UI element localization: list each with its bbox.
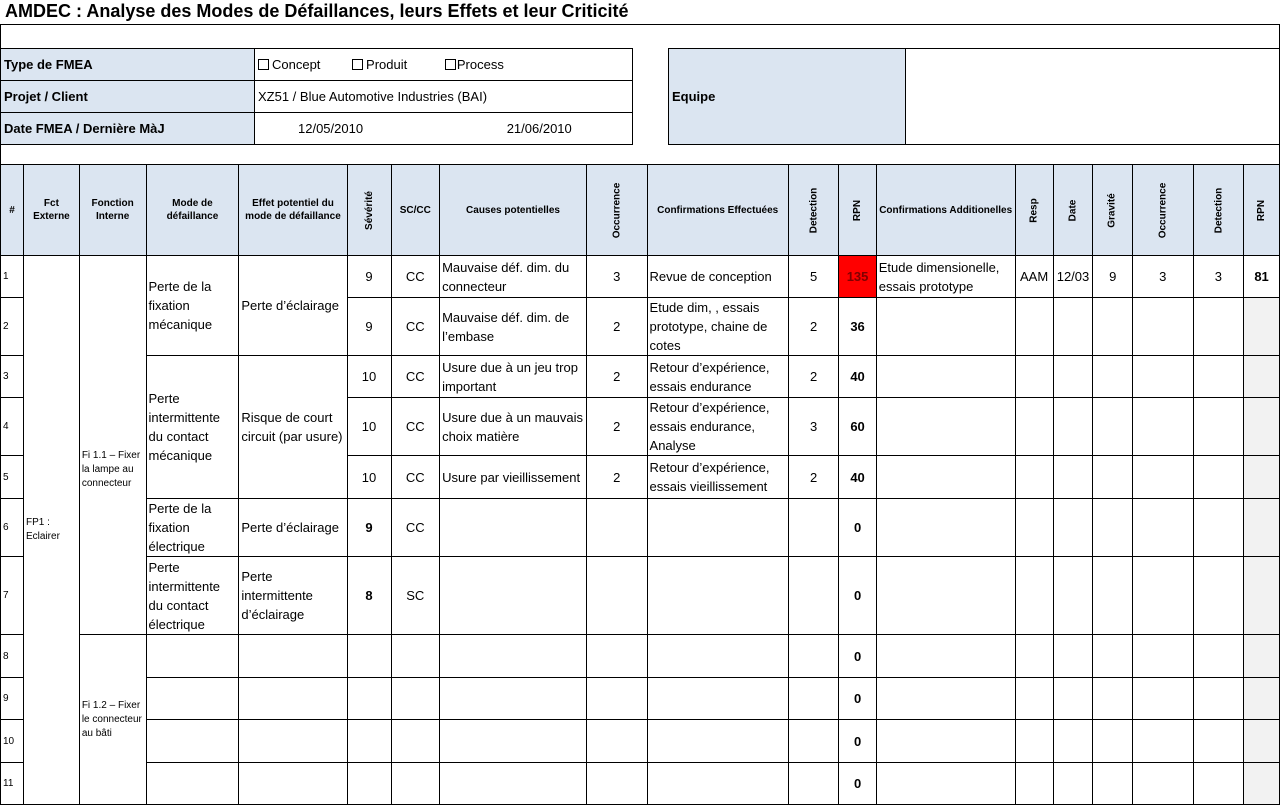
mode-cell-1[interactable]: Perte de la fixation mécanique xyxy=(146,256,239,356)
effet-cell-3[interactable]: Perte d’éclairage xyxy=(239,499,347,557)
confirmation-cell[interactable]: Etude dim, , essais prototype, chaine de cotes xyxy=(647,298,788,356)
col-fct-externe: Fct Externe xyxy=(24,165,80,256)
resp-cell[interactable] xyxy=(1015,356,1053,398)
rpn-2-cell xyxy=(1244,499,1280,557)
row-number: 1 xyxy=(1,256,24,298)
team-table xyxy=(668,48,1280,145)
col-mode: Mode de défaillance xyxy=(146,165,239,256)
gravite-cell[interactable] xyxy=(1093,356,1132,398)
occurrence-2-cell[interactable] xyxy=(1132,720,1193,763)
detection-cell[interactable]: 2 xyxy=(788,456,839,499)
row-number: 4 xyxy=(1,398,24,456)
severite-cell[interactable] xyxy=(347,678,391,720)
cause-cell[interactable] xyxy=(440,499,587,557)
occurrence-2-cell[interactable] xyxy=(1132,298,1193,356)
gravite-cell[interactable] xyxy=(1093,763,1132,805)
date-cell[interactable] xyxy=(1053,635,1093,678)
detection-cell[interactable] xyxy=(788,720,839,763)
occurrence-cell[interactable] xyxy=(586,720,647,763)
date-cell[interactable] xyxy=(1053,398,1093,456)
mode-cell[interactable] xyxy=(146,763,239,805)
rpn-cell: 40 xyxy=(839,456,876,499)
detection-cell[interactable]: 5 xyxy=(788,256,839,298)
col-occurrence: Occurrence xyxy=(586,165,647,256)
date-cell[interactable] xyxy=(1053,763,1093,805)
cause-cell[interactable] xyxy=(440,763,587,805)
resp-cell[interactable] xyxy=(1015,499,1053,557)
row-number: 8 xyxy=(1,635,24,678)
sccc-cell[interactable]: CC xyxy=(391,398,440,456)
type-fmea-options xyxy=(255,49,633,81)
equipe-value[interactable] xyxy=(905,49,1279,145)
confirmation-cell[interactable] xyxy=(647,557,788,635)
col-sccc: SC/CC xyxy=(391,165,440,256)
date-cell[interactable] xyxy=(1053,499,1093,557)
detection-cell[interactable]: 3 xyxy=(788,398,839,456)
severite-cell[interactable]: 9 xyxy=(347,499,391,557)
detection-cell[interactable]: 2 xyxy=(788,298,839,356)
detection-2-cell[interactable]: 3 xyxy=(1193,256,1244,298)
occurrence-cell[interactable]: 2 xyxy=(586,456,647,499)
severite-cell[interactable]: 10 xyxy=(347,456,391,499)
row-number: 11 xyxy=(1,763,24,805)
date-cell[interactable] xyxy=(1053,356,1093,398)
rpn-cell: 36 xyxy=(839,298,876,356)
gravite-cell[interactable] xyxy=(1093,557,1132,635)
table-row xyxy=(1,635,1280,678)
page-title: AMDEC : Analyse des Modes de Défaillances, leurs Effets et leur Criticité xyxy=(5,1,629,21)
confirmation-cell[interactable]: Revue de conception xyxy=(647,256,788,298)
confirmation-add-cell[interactable]: Etude dimensionelle, essais prototype xyxy=(876,256,1015,298)
date-cell[interactable]: 12/03 xyxy=(1053,256,1093,298)
col-confirmations-add: Confirmations Additionelles xyxy=(876,165,1015,256)
confirmation-add-cell[interactable] xyxy=(876,499,1015,557)
confirmation-cell[interactable]: Retour d’expérience, essais endurance, Analyse xyxy=(647,398,788,456)
rpn-cell: 0 xyxy=(839,499,876,557)
cause-cell[interactable] xyxy=(440,557,587,635)
fmea-header-table xyxy=(0,48,633,145)
rpn-2-cell xyxy=(1244,763,1280,805)
severite-cell[interactable]: 10 xyxy=(347,398,391,456)
concept-checkbox[interactable] xyxy=(258,59,269,70)
gravite-cell[interactable] xyxy=(1093,456,1132,499)
confirmation-add-cell[interactable] xyxy=(876,298,1015,356)
cause-cell[interactable]: Usure due à un jeu trop important xyxy=(440,356,587,398)
rpn-cell: 0 xyxy=(839,720,876,763)
col-detection-2: Detection xyxy=(1193,165,1244,256)
col-num: # xyxy=(1,165,24,256)
concept-option-label: Concept xyxy=(272,57,321,72)
detection-2-cell[interactable] xyxy=(1193,720,1244,763)
col-causes: Causes potentielles xyxy=(440,165,587,256)
sccc-cell[interactable]: CC xyxy=(391,356,440,398)
occurrence-cell[interactable]: 2 xyxy=(586,356,647,398)
produit-option-label: Produit xyxy=(366,57,408,72)
occurrence-2-cell[interactable] xyxy=(1132,557,1193,635)
gravite-cell[interactable]: 9 xyxy=(1093,256,1132,298)
occurrence-2-cell[interactable] xyxy=(1132,635,1193,678)
mode-cell-4[interactable]: Perte intermittente du contact électrique xyxy=(146,557,239,635)
rpn-2-cell xyxy=(1244,398,1280,456)
gravite-cell[interactable] xyxy=(1093,298,1132,356)
gravite-cell[interactable] xyxy=(1093,635,1132,678)
gravite-cell[interactable] xyxy=(1093,720,1132,763)
occurrence-2-cell[interactable] xyxy=(1132,678,1193,720)
detection-2-cell[interactable] xyxy=(1193,298,1244,356)
resp-cell[interactable] xyxy=(1015,456,1053,499)
confirmation-add-cell[interactable] xyxy=(876,635,1015,678)
confirmation-cell[interactable] xyxy=(647,678,788,720)
date-cell[interactable] xyxy=(1053,456,1093,499)
col-resp: Resp xyxy=(1015,165,1053,256)
col-rpn: RPN xyxy=(839,165,876,256)
date-fmea-value[interactable]: 12/05/2010 xyxy=(298,121,364,136)
produit-checkbox[interactable] xyxy=(352,59,363,70)
occurrence-2-cell[interactable]: 3 xyxy=(1132,256,1193,298)
row-number: 2 xyxy=(1,298,24,356)
cause-cell[interactable]: Mauvaise déf. dim. du connecteur xyxy=(440,256,587,298)
date-cell[interactable] xyxy=(1053,720,1093,763)
resp-cell[interactable] xyxy=(1015,398,1053,456)
effet-cell-2[interactable]: Risque de court circuit (par usure) xyxy=(239,356,347,499)
mode-cell[interactable] xyxy=(146,720,239,763)
occurrence-cell[interactable]: 2 xyxy=(586,398,647,456)
date-cell[interactable] xyxy=(1053,557,1093,635)
detection-cell[interactable] xyxy=(788,763,839,805)
table-row xyxy=(1,678,1280,720)
occurrence-2-cell[interactable] xyxy=(1132,398,1193,456)
severite-cell[interactable] xyxy=(347,635,391,678)
confirmation-cell[interactable] xyxy=(647,720,788,763)
sccc-cell[interactable]: CC xyxy=(391,456,440,499)
projet-client-value[interactable]: XZ51 / Blue Automotive Industries (BAI) xyxy=(255,81,633,113)
sccc-cell[interactable] xyxy=(391,763,440,805)
confirmation-add-cell[interactable] xyxy=(876,356,1015,398)
effet-cell-1[interactable]: Perte d’éclairage xyxy=(239,256,347,356)
sccc-cell[interactable]: CC xyxy=(391,298,440,356)
rpn-cell: 0 xyxy=(839,635,876,678)
occurrence-cell[interactable]: 2 xyxy=(586,298,647,356)
table-row xyxy=(1,356,1280,398)
detection-2-cell[interactable] xyxy=(1193,763,1244,805)
resp-cell[interactable] xyxy=(1015,678,1053,720)
detection-2-cell[interactable] xyxy=(1193,398,1244,456)
fct-externe-cell[interactable]: FP1 : Eclairer xyxy=(24,256,80,805)
detection-2-cell[interactable] xyxy=(1193,635,1244,678)
col-detection: Detection xyxy=(788,165,839,256)
rpn-cell: 40 xyxy=(839,356,876,398)
detection-cell[interactable]: 2 xyxy=(788,356,839,398)
rpn-2-cell xyxy=(1244,678,1280,720)
resp-cell[interactable] xyxy=(1015,720,1053,763)
detection-cell[interactable] xyxy=(788,635,839,678)
col-date: Date xyxy=(1053,165,1093,256)
fmea-table xyxy=(0,164,1280,805)
occurrence-cell[interactable] xyxy=(586,635,647,678)
col-occurrence-2: Occurrence xyxy=(1132,165,1193,256)
table-row xyxy=(1,499,1280,557)
occurrence-cell[interactable]: 3 xyxy=(586,256,647,298)
detection-cell[interactable] xyxy=(788,678,839,720)
mode-cell-2[interactable]: Perte intermittente du contact mécanique xyxy=(146,356,239,499)
rpn-2-cell: 81 xyxy=(1244,256,1280,298)
row-number: 5 xyxy=(1,456,24,499)
cause-cell[interactable] xyxy=(440,678,587,720)
rpn-cell: 135 xyxy=(839,256,876,298)
row-number: 6 xyxy=(1,499,24,557)
occurrence-cell[interactable] xyxy=(586,763,647,805)
resp-cell[interactable] xyxy=(1015,298,1053,356)
row-number: 3 xyxy=(1,356,24,398)
confirmation-add-cell[interactable] xyxy=(876,398,1015,456)
process-option-label: Process xyxy=(456,57,504,72)
effet-cell[interactable] xyxy=(239,763,347,805)
confirmation-add-cell[interactable] xyxy=(876,557,1015,635)
severite-cell[interactable]: 10 xyxy=(347,356,391,398)
severite-cell[interactable]: 8 xyxy=(347,557,391,635)
detection-2-cell[interactable] xyxy=(1193,456,1244,499)
table-row xyxy=(1,256,1280,298)
resp-cell[interactable] xyxy=(1015,557,1053,635)
col-severite: Sévérité xyxy=(347,165,391,256)
col-rpn-2: RPN xyxy=(1244,165,1280,256)
detection-cell[interactable] xyxy=(788,499,839,557)
confirmation-cell[interactable] xyxy=(647,499,788,557)
rpn-2-cell xyxy=(1244,456,1280,499)
fonction-interne-cell-2[interactable]: Fi 1.2 – Fixer le connecteur au bâti xyxy=(79,635,146,805)
confirmation-cell[interactable] xyxy=(647,763,788,805)
effet-cell[interactable] xyxy=(239,678,347,720)
type-fmea-label: Type de FMEA xyxy=(1,49,255,81)
gravite-cell[interactable] xyxy=(1093,398,1132,456)
occurrence-cell[interactable] xyxy=(586,557,647,635)
sccc-cell[interactable]: CC xyxy=(391,499,440,557)
confirmation-cell[interactable]: Retour d’expérience, essais vieillissement xyxy=(647,456,788,499)
sccc-cell[interactable] xyxy=(391,720,440,763)
rpn-2-cell xyxy=(1244,720,1280,763)
col-confirmations: Confirmations Effectuées xyxy=(647,165,788,256)
table-row xyxy=(1,557,1280,635)
row-number: 7 xyxy=(1,557,24,635)
sccc-cell[interactable]: SC xyxy=(391,557,440,635)
gravite-cell[interactable] xyxy=(1093,499,1132,557)
row-number: 10 xyxy=(1,720,24,763)
rpn-2-cell xyxy=(1244,557,1280,635)
process-checkbox[interactable] xyxy=(445,59,456,70)
effet-cell[interactable] xyxy=(239,720,347,763)
cause-cell[interactable]: Usure due à un mauvais choix matière xyxy=(440,398,587,456)
severite-cell[interactable] xyxy=(347,720,391,763)
table-row xyxy=(1,763,1280,805)
confirmation-cell[interactable] xyxy=(647,635,788,678)
date-fmea-label: Date FMEA / Dernière MàJ xyxy=(1,113,255,145)
sccc-cell[interactable]: CC xyxy=(391,256,440,298)
detection-2-cell[interactable] xyxy=(1193,499,1244,557)
occurrence-2-cell[interactable] xyxy=(1132,356,1193,398)
severite-cell[interactable]: 9 xyxy=(347,298,391,356)
mode-cell[interactable] xyxy=(146,678,239,720)
rpn-cell: 0 xyxy=(839,557,876,635)
effet-cell-4[interactable]: Perte intermittente d’éclairage xyxy=(239,557,347,635)
equipe-label: Equipe xyxy=(669,49,906,145)
cause-cell[interactable]: Usure par vieillissement xyxy=(440,456,587,499)
confirmation-add-cell[interactable] xyxy=(876,720,1015,763)
severite-cell[interactable] xyxy=(347,763,391,805)
occurrence-cell[interactable] xyxy=(586,499,647,557)
detection-2-cell[interactable] xyxy=(1193,557,1244,635)
cause-cell[interactable]: Mauvaise déf. dim. de l’embase xyxy=(440,298,587,356)
rpn-2-cell xyxy=(1244,298,1280,356)
rpn-cell: 0 xyxy=(839,763,876,805)
row-number: 9 xyxy=(1,678,24,720)
occurrence-2-cell[interactable] xyxy=(1132,499,1193,557)
resp-cell[interactable]: AAM xyxy=(1015,256,1053,298)
detection-cell[interactable] xyxy=(788,557,839,635)
sccc-cell[interactable] xyxy=(391,635,440,678)
rpn-cell: 0 xyxy=(839,678,876,720)
date-maj-value[interactable]: 21/06/2010 xyxy=(506,121,572,136)
page-title-bar xyxy=(0,0,1280,25)
rpn-2-cell xyxy=(1244,356,1280,398)
col-gravite: Gravité xyxy=(1093,165,1132,256)
occurrence-cell[interactable] xyxy=(586,678,647,720)
rpn-2-cell xyxy=(1244,635,1280,678)
table-row xyxy=(1,720,1280,763)
severite-cell[interactable]: 9 xyxy=(347,256,391,298)
table-header-row xyxy=(1,165,1280,256)
gravite-cell[interactable] xyxy=(1093,678,1132,720)
cause-cell[interactable] xyxy=(440,635,587,678)
date-values xyxy=(255,113,633,145)
occurrence-2-cell[interactable] xyxy=(1132,456,1193,499)
date-cell[interactable] xyxy=(1053,298,1093,356)
cause-cell[interactable] xyxy=(440,720,587,763)
confirmation-add-cell[interactable] xyxy=(876,456,1015,499)
mode-cell[interactable] xyxy=(146,635,239,678)
confirmation-add-cell[interactable] xyxy=(876,678,1015,720)
sccc-cell[interactable] xyxy=(391,678,440,720)
confirmation-add-cell[interactable] xyxy=(876,763,1015,805)
rpn-cell: 60 xyxy=(839,398,876,456)
occurrence-2-cell[interactable] xyxy=(1132,763,1193,805)
detection-2-cell[interactable] xyxy=(1193,678,1244,720)
resp-cell[interactable] xyxy=(1015,635,1053,678)
col-fonction-interne: Fonction Interne xyxy=(79,165,146,256)
col-effet: Effet potentiel du mode de défaillance xyxy=(239,165,347,256)
detection-2-cell[interactable] xyxy=(1193,356,1244,398)
projet-client-label: Projet / Client xyxy=(1,81,255,113)
effet-cell[interactable] xyxy=(239,635,347,678)
resp-cell[interactable] xyxy=(1015,763,1053,805)
date-cell[interactable] xyxy=(1053,678,1093,720)
fonction-interne-cell-1[interactable]: Fi 1.1 – Fixer la lampe au connecteur xyxy=(79,256,146,635)
confirmation-cell[interactable]: Retour d’expérience, essais endurance xyxy=(647,356,788,398)
mode-cell-3[interactable]: Perte de la fixation électrique xyxy=(146,499,239,557)
